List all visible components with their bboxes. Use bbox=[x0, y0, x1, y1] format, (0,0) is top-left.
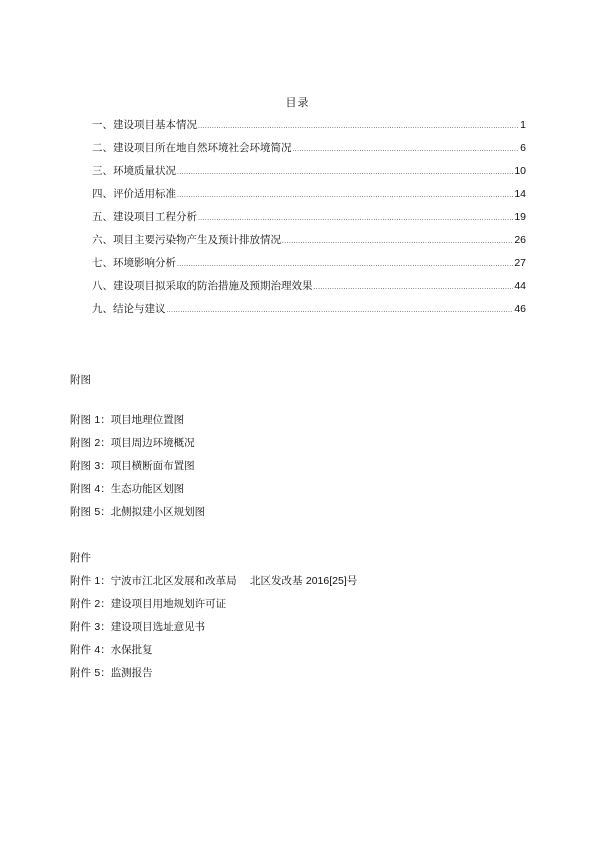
attachment-text: 宁波市江北区发展和改革局 北区发改基 bbox=[110, 575, 306, 587]
toc-entry-page: 14 bbox=[514, 188, 526, 200]
figure-item bbox=[70, 435, 205, 458]
toc-entry-page: 19 bbox=[514, 211, 526, 223]
figure-text: 北侧拟建小区规划图 bbox=[110, 506, 206, 518]
toc-entry-label: 九、结论与建议 bbox=[92, 303, 166, 315]
attachment-number: 1 bbox=[94, 575, 101, 587]
figure-number: 2 bbox=[94, 437, 101, 449]
figure-separator: ： bbox=[100, 437, 111, 449]
toc-entry-page: 10 bbox=[514, 165, 526, 177]
attachment-text: 建设项目用地规划许可证 bbox=[110, 598, 227, 610]
attachment-number: 2 bbox=[94, 598, 101, 610]
toc-entry-page: 1 bbox=[520, 119, 526, 131]
toc-entry-page: 26 bbox=[514, 234, 526, 246]
figure-item bbox=[70, 504, 205, 527]
attachments-heading: 附件 bbox=[70, 552, 91, 564]
toc-entry-label: 二、建设项目所在地自然环境社会环境简况 bbox=[92, 142, 292, 154]
figure-prefix: 附图 bbox=[70, 483, 95, 495]
toc-entry[interactable] bbox=[92, 301, 526, 324]
toc-entry-page: 46 bbox=[514, 303, 526, 315]
attachments-list bbox=[70, 573, 357, 688]
toc-entry[interactable] bbox=[92, 117, 526, 140]
attachment-prefix: 附件 bbox=[70, 667, 95, 679]
figure-number: 5 bbox=[94, 506, 101, 518]
figure-text: 项目地理位置图 bbox=[110, 414, 185, 426]
figure-item bbox=[70, 481, 205, 504]
toc-entry-label: 一、建设项目基本情况 bbox=[92, 119, 197, 131]
figure-separator: ： bbox=[100, 414, 111, 426]
toc-entry-label: 七、环境影响分析 bbox=[92, 257, 176, 269]
attachment-prefix: 附件 bbox=[70, 575, 95, 587]
figure-number: 1 bbox=[94, 414, 101, 426]
figure-text: 生态功能区划图 bbox=[110, 483, 185, 495]
toc-leader-dots bbox=[293, 147, 520, 153]
figure-separator: ： bbox=[100, 460, 111, 472]
toc-leader-dots bbox=[177, 193, 513, 199]
attachment-number: 5 bbox=[94, 667, 101, 679]
toc-entry-page: 6 bbox=[520, 142, 526, 154]
figure-text: 项目横断面布置图 bbox=[110, 460, 195, 472]
attachment-separator: ： bbox=[100, 621, 111, 633]
toc-entry-page: 44 bbox=[514, 280, 526, 292]
attachment-item bbox=[70, 596, 357, 619]
toc-entry-label: 六、项目主要污染物产生及预计排放情况 bbox=[92, 234, 281, 246]
figure-item bbox=[70, 458, 205, 481]
table-of-contents bbox=[92, 117, 526, 324]
toc-leader-dots bbox=[282, 239, 513, 245]
figures-list bbox=[70, 412, 205, 527]
attachment-item bbox=[70, 642, 357, 665]
toc-entry[interactable] bbox=[92, 186, 526, 209]
figure-prefix: 附图 bbox=[70, 506, 95, 518]
toc-entry[interactable] bbox=[92, 278, 526, 301]
attachment-doc-number: 2016[25] bbox=[305, 575, 347, 587]
attachment-text: 建设项目选址意见书 bbox=[110, 621, 206, 633]
attachment-separator: ： bbox=[100, 667, 111, 679]
attachment-suffix: 号 bbox=[346, 575, 358, 587]
toc-entry-label: 八、建设项目拟采取的防治措施及预期治理效果 bbox=[92, 280, 313, 292]
toc-leader-dots bbox=[198, 216, 513, 222]
attachment-item bbox=[70, 573, 357, 596]
toc-entry-label: 三、环境质量状况 bbox=[92, 165, 176, 177]
figure-number: 3 bbox=[94, 460, 101, 472]
toc-entry[interactable] bbox=[92, 163, 526, 186]
toc-leader-dots bbox=[177, 170, 513, 176]
toc-leader-dots bbox=[177, 262, 513, 268]
attachment-item bbox=[70, 619, 357, 642]
attachment-prefix: 附件 bbox=[70, 644, 95, 656]
attachment-number: 3 bbox=[94, 621, 101, 633]
attachment-separator: ： bbox=[100, 598, 111, 610]
toc-entry[interactable] bbox=[92, 209, 526, 232]
toc-entry[interactable] bbox=[92, 232, 526, 255]
attachment-number: 4 bbox=[94, 644, 101, 656]
figure-prefix: 附图 bbox=[70, 460, 95, 472]
attachment-prefix: 附件 bbox=[70, 621, 95, 633]
attachment-text: 监测报告 bbox=[110, 667, 153, 679]
figure-number: 4 bbox=[94, 483, 101, 495]
attachment-text: 水保批复 bbox=[110, 644, 153, 656]
figure-text: 项目周边环境概况 bbox=[110, 437, 195, 449]
toc-title: 目录 bbox=[285, 96, 310, 109]
figure-prefix: 附图 bbox=[70, 437, 95, 449]
figure-separator: ： bbox=[100, 483, 111, 495]
toc-leader-dots bbox=[167, 308, 514, 314]
figures-heading: 附图 bbox=[70, 374, 91, 386]
attachment-separator: ： bbox=[100, 575, 111, 587]
toc-entry-label: 四、评价适用标准 bbox=[92, 188, 176, 200]
figure-separator: ： bbox=[100, 506, 111, 518]
toc-leader-dots bbox=[314, 285, 514, 291]
figure-item bbox=[70, 412, 205, 435]
attachment-separator: ： bbox=[100, 644, 111, 656]
attachment-prefix: 附件 bbox=[70, 598, 95, 610]
figure-prefix: 附图 bbox=[70, 414, 95, 426]
toc-leader-dots bbox=[198, 124, 519, 130]
toc-entry[interactable] bbox=[92, 140, 526, 163]
attachment-item bbox=[70, 665, 357, 688]
toc-entry-page: 27 bbox=[514, 257, 526, 269]
toc-entry[interactable] bbox=[92, 255, 526, 278]
toc-entry-label: 五、建设项目工程分析 bbox=[92, 211, 197, 223]
